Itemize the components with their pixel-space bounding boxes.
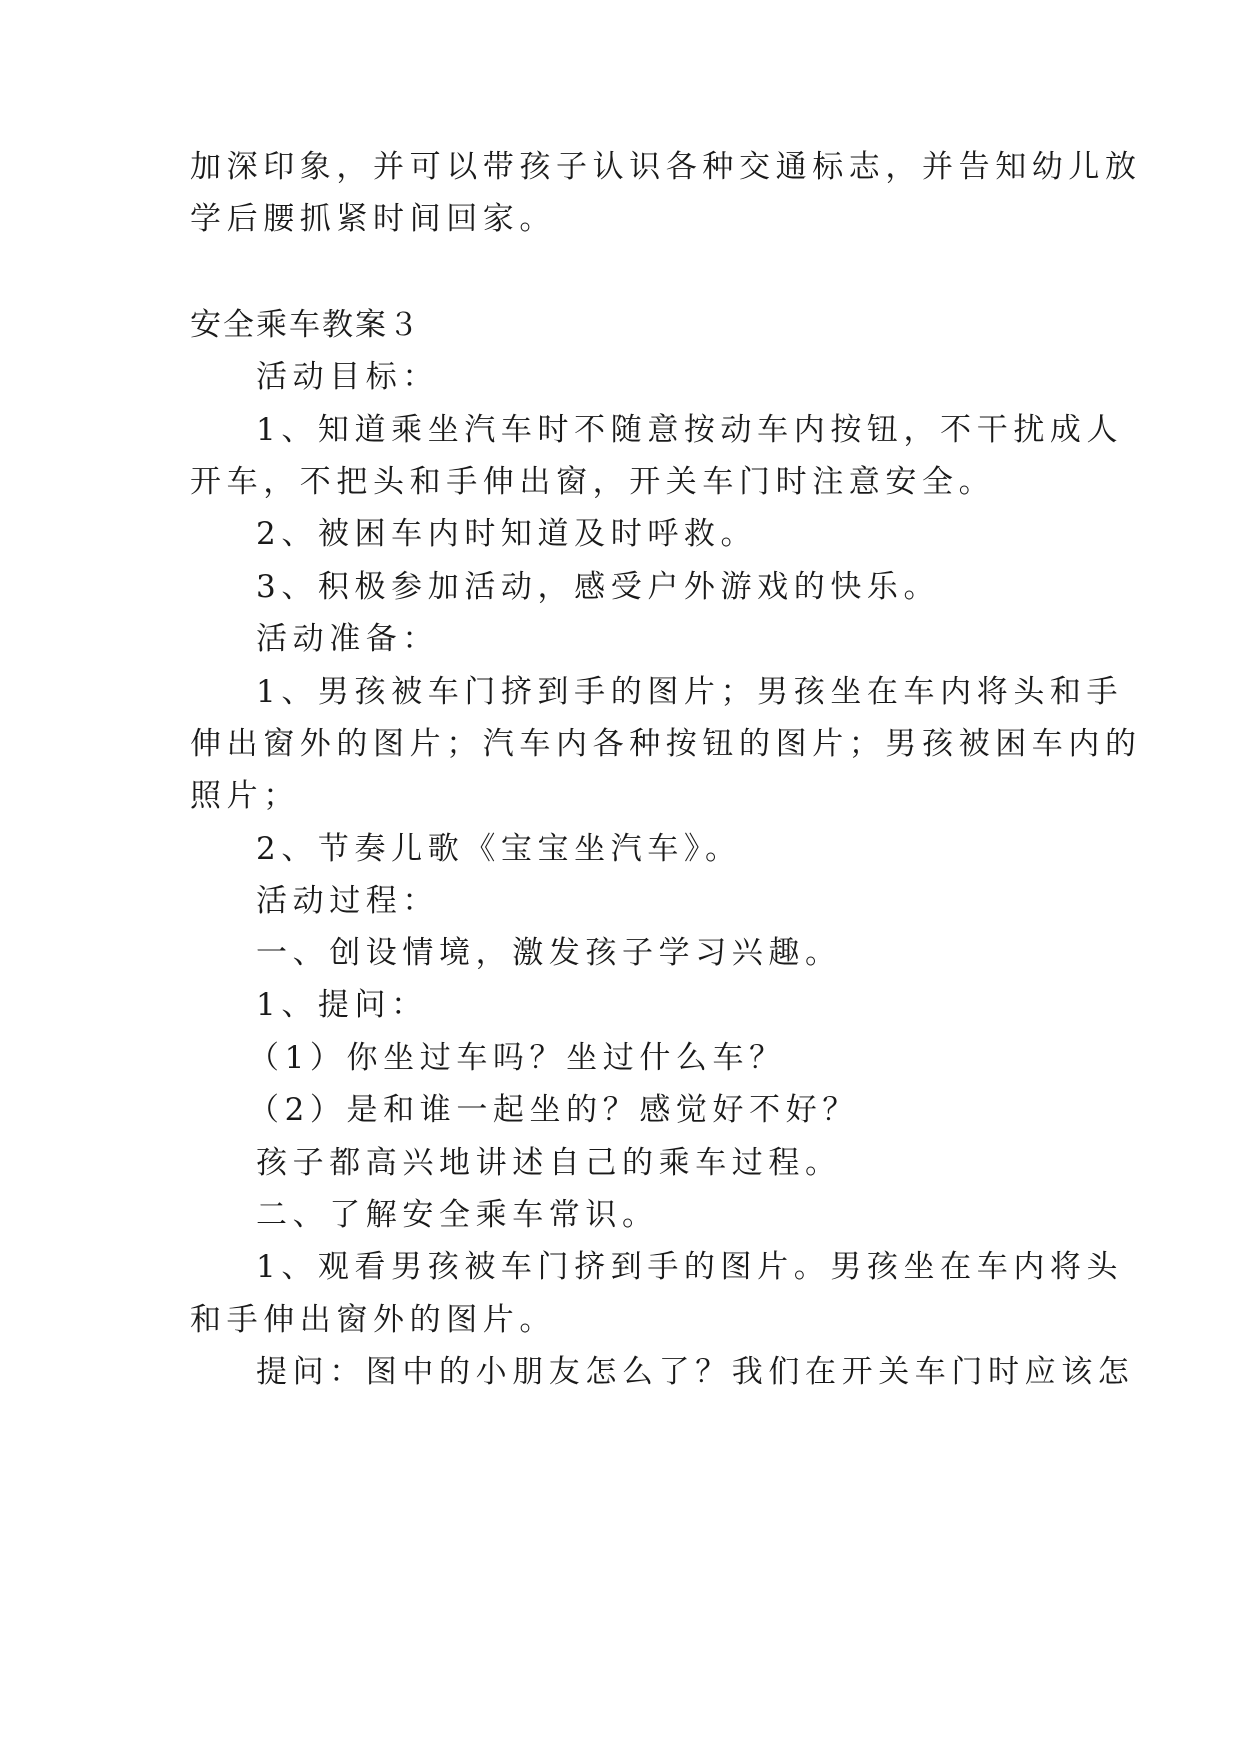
paragraph-line: 二、了解安全乘车常识。 (256, 1197, 659, 1233)
paragraph-line: 1、知道乘坐汽车时不随意按动车内按钮，不干扰成人 (256, 412, 1124, 448)
paragraph-line: 开车，不把头和手伸出窗，开关车门时注意安全。 (190, 464, 996, 500)
paragraph-line: 和手伸出窗外的图片。 (190, 1302, 556, 1338)
paragraph-line: 2、被困车内时知道及时呼救。 (256, 516, 758, 552)
subheading-goals: 活动目标： (256, 359, 439, 395)
paragraph-line: 一、创设情境，激发孩子学习兴趣。 (256, 935, 842, 971)
paragraph-line: 3、积极参加活动，感受户外游戏的快乐。 (256, 569, 941, 605)
paragraph-line: 2、节奏儿歌《宝宝坐汽车》。 (256, 831, 742, 867)
subheading-process: 活动过程： (256, 883, 439, 919)
paragraph-line: 1、提问： (256, 987, 428, 1023)
paragraph-line: 提问：图中的小朋友怎么了？我们在开关车门时应该怎 (256, 1354, 1135, 1390)
subheading-preparation: 活动准备： (256, 621, 439, 657)
paragraph-line: （1）你坐过车吗？坐过什么车？ (248, 1040, 786, 1076)
paragraph-line: 1、男孩被车门挤到手的图片；男孩坐在车内将头和手 (256, 674, 1124, 710)
paragraph-line: （2）是和谁一起坐的？感觉好不好？ (248, 1092, 859, 1128)
paragraph-line: 1、观看男孩被车门挤到手的图片。男孩坐在车内将头 (256, 1249, 1124, 1285)
section-heading: 安全乘车教案３ (190, 307, 421, 343)
paragraph-line: 孩子都高兴地讲述自己的乘车过程。 (256, 1145, 842, 1181)
paragraph-line: 学后腰抓紧时间回家。 (190, 201, 556, 237)
paragraph-line: 加深印象，并可以带孩子认识各种交通标志，并告知幼儿放 (190, 149, 1142, 185)
paragraph-line: 照片； (190, 778, 300, 814)
paragraph-line: 伸出窗外的图片；汽车内各种按钮的图片；男孩被困车内的 (190, 726, 1142, 762)
